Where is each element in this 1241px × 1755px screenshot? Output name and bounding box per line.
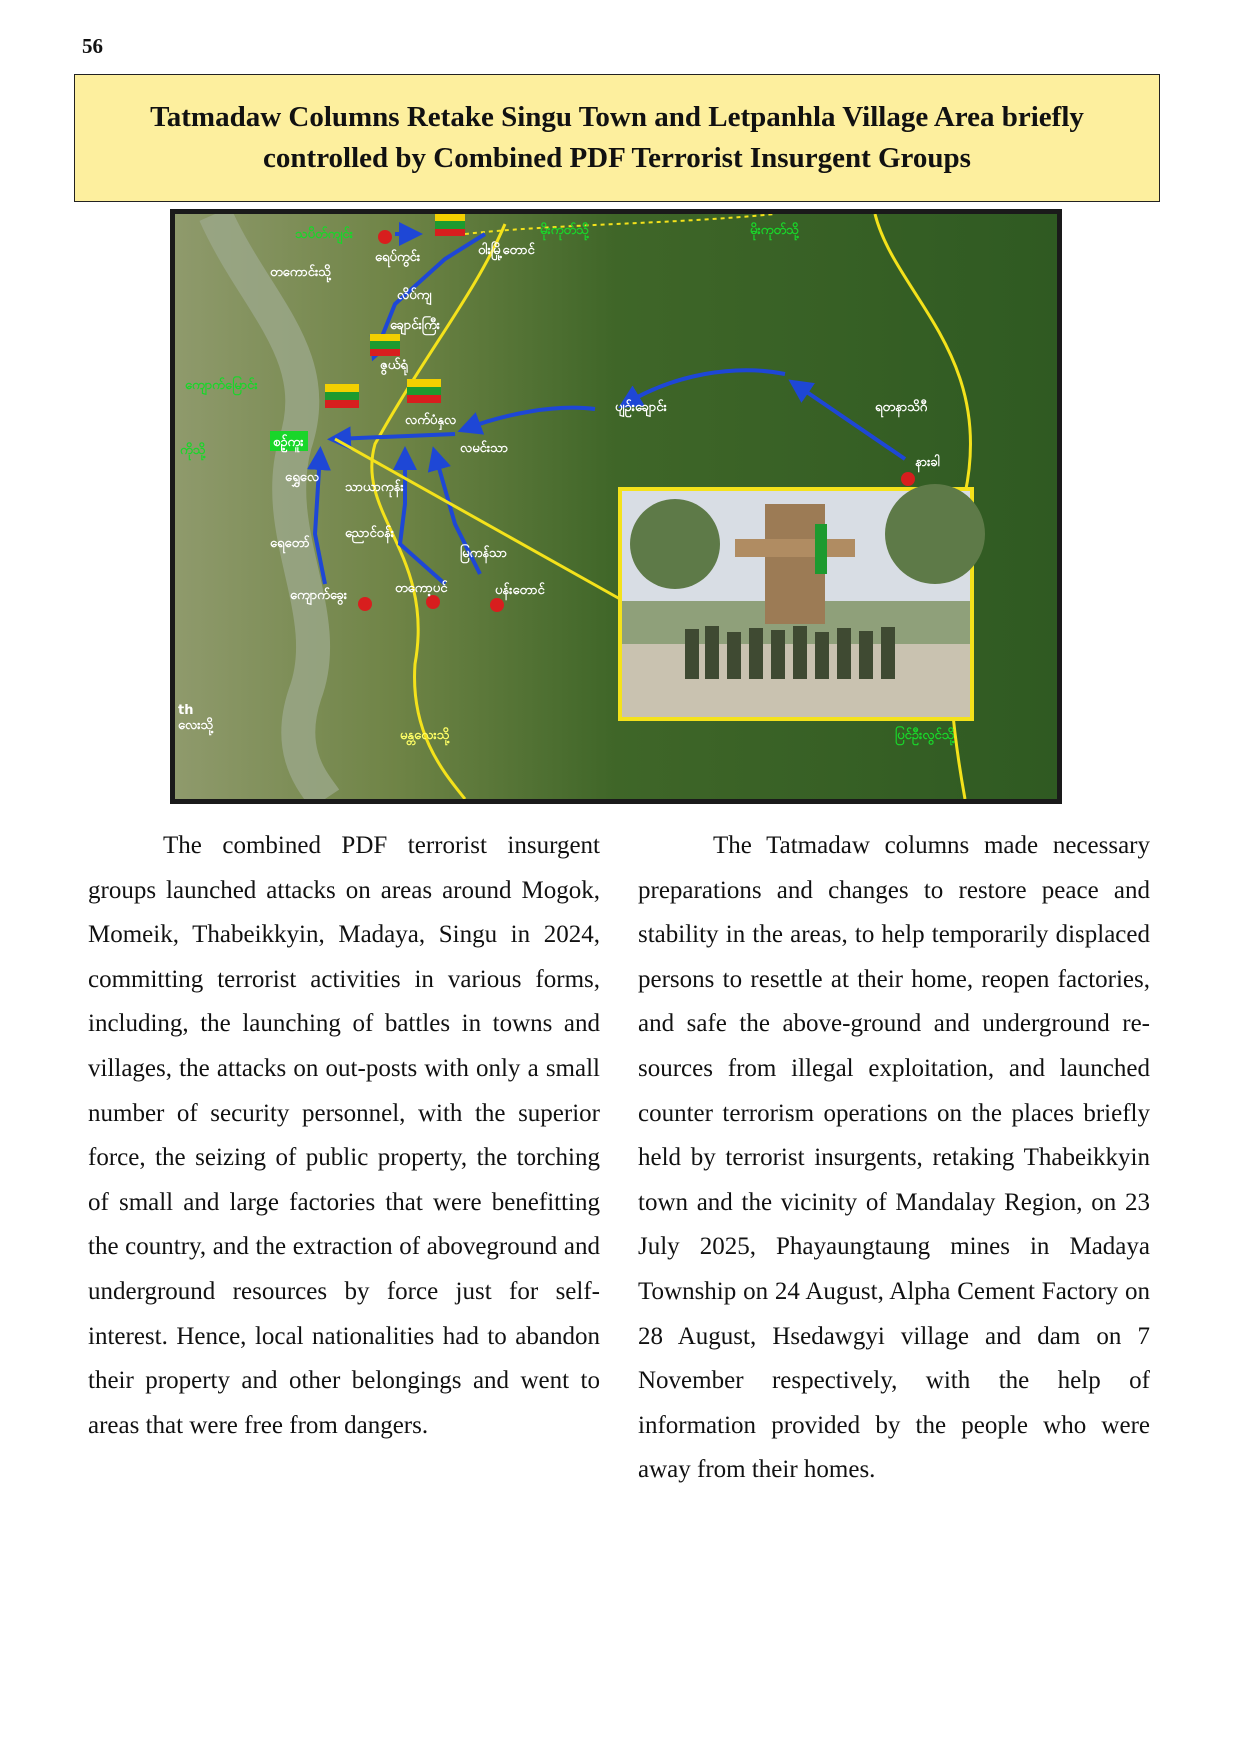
map-label-v12: သာယာကုန်း <box>345 480 404 495</box>
map-label-v11: ရွှေလေ <box>285 470 320 485</box>
map-label-upper-left: တကောင်းသို့ <box>270 265 331 280</box>
operations-map-figure <box>170 209 1062 804</box>
page-number: 56 <box>82 34 103 58</box>
map-label-v5: ဇွယ်ရုံ <box>380 358 408 373</box>
map-label-left-edge: ကိုသို့ <box>180 443 206 458</box>
map-label-v9: ရတနာသိဂီ <box>875 400 928 415</box>
map-label-v10: နားခါ <box>915 455 940 470</box>
map-label-v16: ကျောက်ခွေး <box>290 588 348 603</box>
map-label-v8: ပျဉ်းချောင်း <box>615 400 667 415</box>
map-label-v2: ရေပ်ကွင်း <box>375 250 421 265</box>
article-title-line-1: Tatmadaw Columns Retake Singu Town and Letpanhla Village Area briefly <box>150 101 1084 133</box>
map-label-bottom-left: လေးသို့ <box>178 718 214 733</box>
map-label-v1: ဝါးမြို့တောင် <box>478 243 535 258</box>
map-label-town: စဉ့်ကူး <box>273 435 304 450</box>
map-label-v7: လမင်းသာ <box>460 441 509 456</box>
operations-map <box>175 214 1057 799</box>
body-column-left <box>88 824 600 1448</box>
inset-photo <box>620 484 985 719</box>
map-label-top-center: မိုးကုတ်သို့ <box>540 223 589 238</box>
article-title-line-2: controlled by Combined PDF Terrorist Insurgent Groups <box>263 142 971 174</box>
map-label-th-mark: th <box>178 703 194 718</box>
body-column-right <box>638 824 1150 1493</box>
map-label-top-right: မိုးကုတ်သို့ <box>750 223 799 238</box>
map-label-v6: လက်ပံနှလ <box>405 413 457 428</box>
map-label-bottom-right: ပြင်ဦးလွင်သို့ <box>895 728 955 743</box>
body-paragraph-left: The combined PDF terrorist insurgent groups launched attacks on areas around Mogok, Momeik, Thabeikkyin, Madaya, Singu in 2024, committing terrorist activities in various forms, including, the launching of battles in towns and villages, the attacks on out-posts with only a small number of security personnel, with the superior force, the seizing of public property, the torching of small and large factories that were benefitting the country, and the extraction of aboveground and underground resources by force just for self-interest. Hence, local nationalities had to abandon their property and other belongings and went to areas that were free from dangers. <box>88 832 600 1439</box>
map-label-v15: မြကန်သာ <box>460 546 507 561</box>
map-label-v13: ရေတော် <box>270 536 310 551</box>
map-label-v3: လိပ်ကျ <box>397 288 432 303</box>
map-label-river-left: ကျောက်မြောင်း <box>185 378 258 393</box>
article-title-box <box>74 74 1160 202</box>
map-label-v14: ညောင်ဝန်း <box>345 526 395 541</box>
map-label-v17: တကော့ပင် <box>395 581 448 596</box>
body-paragraph-right: The Tatmadaw columns made necessary preparations and changes to restore peace and stability in the areas, to help temporarily displaced persons to resettle at their home, reopen factories, and safe the above-ground and underground re-sources from illegal exploitation, and launched counter terrorism operations on the places briefly held by terrorist insurgents, retaking Thabeikkyin town and the vicinity of Mandalay Region, on 23 July 2025, Phayaungtaung mines in Madaya Township on 24 August, Alpha Cement Factory on 28 August, Hsedawgyi village and dam on 7 November respectively, with the help of information provided by the people who were away from their homes. <box>638 832 1150 1484</box>
photo-flag <box>815 524 827 574</box>
map-label-v18: ပန်းတောင် <box>495 583 545 598</box>
map-label-top-left: သပိတ်ကျင်း <box>295 227 353 242</box>
map-label-bottom-center: မန္တလေးသို့ <box>400 728 450 743</box>
map-label-v4: ချောင်းကြီး <box>390 318 440 333</box>
